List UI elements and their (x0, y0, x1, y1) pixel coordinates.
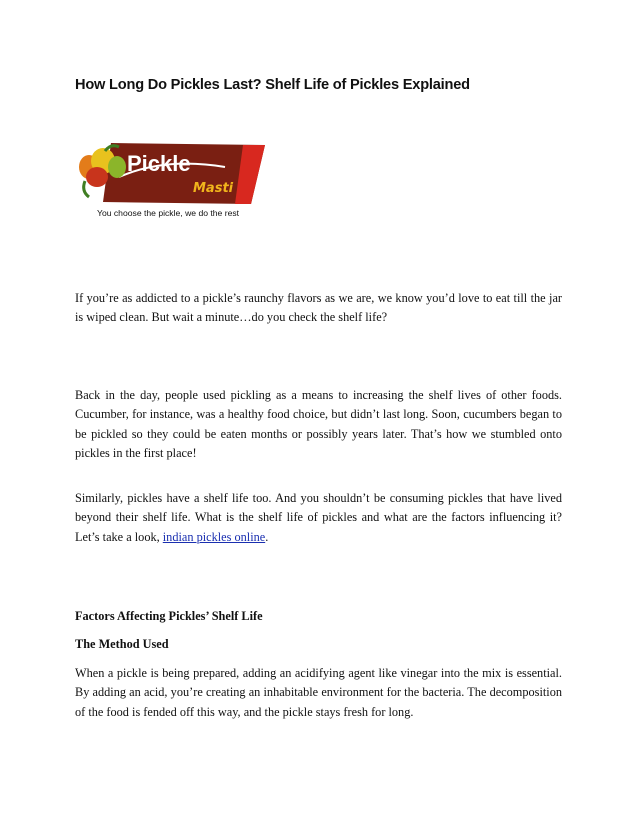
shelf-life-text-end: . (265, 529, 269, 544)
shelf-life-paragraph (75, 489, 562, 547)
shelf-life-text: Similarly, pickles have a shelf life too. And you shouldn’t be consuming pickles that have lived beyond their shelf life. What is the shelf life of pickles and what are the factors influencing it? Let’s take a look, (75, 491, 562, 544)
page-title: How Long Do Pickles Last? Shelf Life of Pickles Explained (75, 77, 470, 93)
history-paragraph: Back in the day, people used pickling as a means to increasing the shelf lives of other foods. Cucumber, for instance, was a healthy food choice, but didn’t last long. Soon, cucumbers began to be pickled so they could be eaten months or possibly years later. That’s how we stumbled onto pickles in the first place! (75, 388, 562, 460)
intro-paragraph: If you’re as addicted to a pickle’s raunchy flavors as we are, we know you’d love to eat till the jar is wiped clean. But wait a minute…do you check the shelf life? (75, 291, 562, 325)
logo-brand-word-2: Masti (193, 181, 234, 196)
pickle-masti-logo (75, 137, 267, 222)
indian-pickles-online-link[interactable]: indian pickles online (162, 529, 266, 544)
logo-brand-word-1: Pickle (127, 151, 191, 176)
logo-tagline: You choose the pickle, we do the rest (97, 208, 240, 218)
method-paragraph: When a pickle is being prepared, adding an acidifying agent like vinegar into the mix is essential. By adding an acid, you’re creating an inhabitable environment for the bacteria. The decomposition of the food is fended off this way, and the pickle stays fresh for long. (75, 666, 562, 719)
factors-heading: Factors Affecting Pickles’ Shelf Life (75, 609, 263, 623)
method-heading: The Method Used (75, 637, 169, 651)
